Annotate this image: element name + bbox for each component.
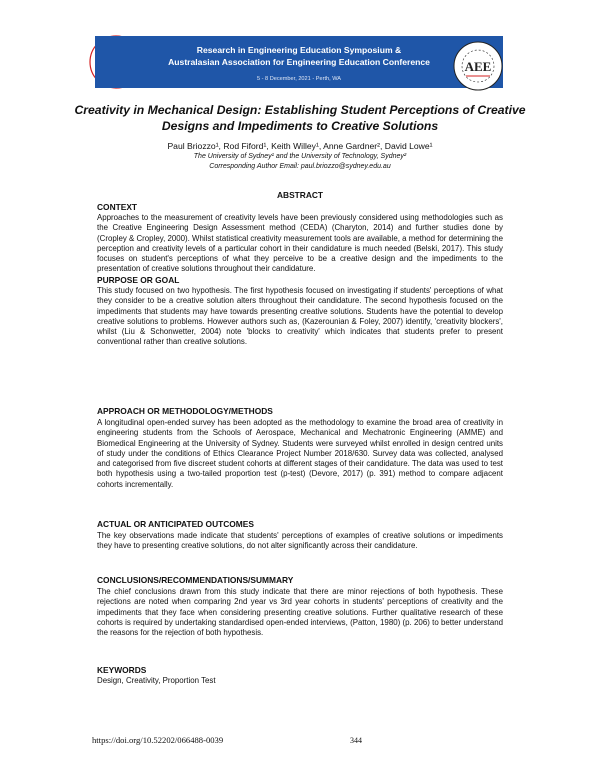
corresponding-author: Corresponding Author Email: paul.briozzo@sydney.edu.au xyxy=(209,163,391,170)
banner-line-2: Australasian Association for Engineering Education Conference xyxy=(168,57,430,67)
banner-line-3: 5 - 8 December, 2021 - Perth, WA xyxy=(256,76,342,82)
abstract-heading: ABSTRACT xyxy=(276,190,324,200)
aaee-logo xyxy=(452,40,504,92)
section-heading-approach: APPROACH OR METHODOLOGY/METHODS xyxy=(97,406,273,416)
section-heading-conclusions: CONCLUSIONS/RECOMMENDATIONS/SUMMARY xyxy=(97,575,294,585)
doi-link[interactable]: https://doi.org/10.52202/066488-0039 xyxy=(92,735,224,745)
section-text-keywords: Design, Creativity, Proportion Test xyxy=(97,676,216,685)
section-text-conclusions: The chief conclusions drawn from this study indicate that there are minor rejections of both hypothesis. These rejections are noted when comparing 2nd year vs 3rd year cohorts in students' perceptions of creativity and the impediments that they face when considering presenting creative solutions. Further qualitative research of these cohorts is required by undertaking standardised open-ended interviews, (Patton, 1980) (p. 206) to better understand the reasons for the rejection of both hypothesis. xyxy=(97,587,503,638)
page-number: 344 xyxy=(350,736,362,745)
banner-line-1: Research in Engineering Education Symposium & xyxy=(196,45,402,55)
section-heading-keywords: KEYWORDS xyxy=(97,665,147,675)
section-heading-context: CONTEXT xyxy=(97,202,138,212)
conference-banner xyxy=(95,36,503,88)
section-text-purpose: This study focused on two hypothesis. The first hypothesis focused on investigating if students' perceptions of what they consider to be a creative solution alters throughout their candidature. The second hypothesis focused on the impediments that students may have towards presenting creative solutions. Students have the potential to develop creative solutions to problems. However authors such as, (Kazerounian & Foley, 2007) identify, 'creativity blockers', whilst (Liu & Schonwetter, 2004) note 'blocks to creativity' which indicates that students prefer to present conventional rather than creative solutions. xyxy=(97,286,503,347)
section-heading-outcomes: ACTUAL OR ANTICIPATED OUTCOMES xyxy=(97,519,254,529)
author-list: Paul Briozzo¹, Rod Fiford¹, Keith Willey¹, Anne Gardner², David Lowe¹ xyxy=(167,141,433,151)
section-text-outcomes: The key observations made indicate that students' perceptions of examples of creative solutions or impediments they have to presenting creative solutions, do not alter significantly across their candidature. xyxy=(97,531,503,551)
section-text-context: Approaches to the measurement of creativity levels have been previously considered using methodologies such as the Creative Engineering Design Assessment method (CEDA) (Charyton, 2014) and further studies done by (Cropley & Cropley, 2000). Whilst statistical creativity measurement tools are available, a method for determining the perception and creativity levels of a particular cohort in their candidature is much needed (Belski, 2017). This study focuses on student's perceptions of what they perceive to be a creative design and the impediments to the presentation of creative solutions throughout their candidature. xyxy=(97,213,503,274)
affiliation: The University of Sydney¹ and the University of Technology, Sydney² xyxy=(193,153,407,160)
paper-title: Creativity in Mechanical Design: Establishing Student Perceptions of Creative Designs and Impediments to Creative Solutions xyxy=(74,103,526,133)
aaee-logo-text: AEE xyxy=(464,59,492,74)
section-heading-purpose: PURPOSE OR GOAL xyxy=(97,275,180,285)
section-text-approach: A longitudinal open-ended survey has been adopted as the methodology to examine the broad area of creativity in engineering students from the Schools of Aerospace, Mechanical and Mechatronic Engineering (AMME) and Biomedical Engineering at the University of Sydney. Students were surveyed whilst enrolled in design centred units of study under the conditions of Ethics Clearance Project Number 2018/630. Survey data was collected, analysed and categorised from five discreet student cohorts at different stages of their candidature. The data was used to test both hypothesis using a two-tailed proportion test (p-test) (Devore, 2017) (p. 391) method to compare adjacent cohorts incrementally. xyxy=(97,418,503,489)
